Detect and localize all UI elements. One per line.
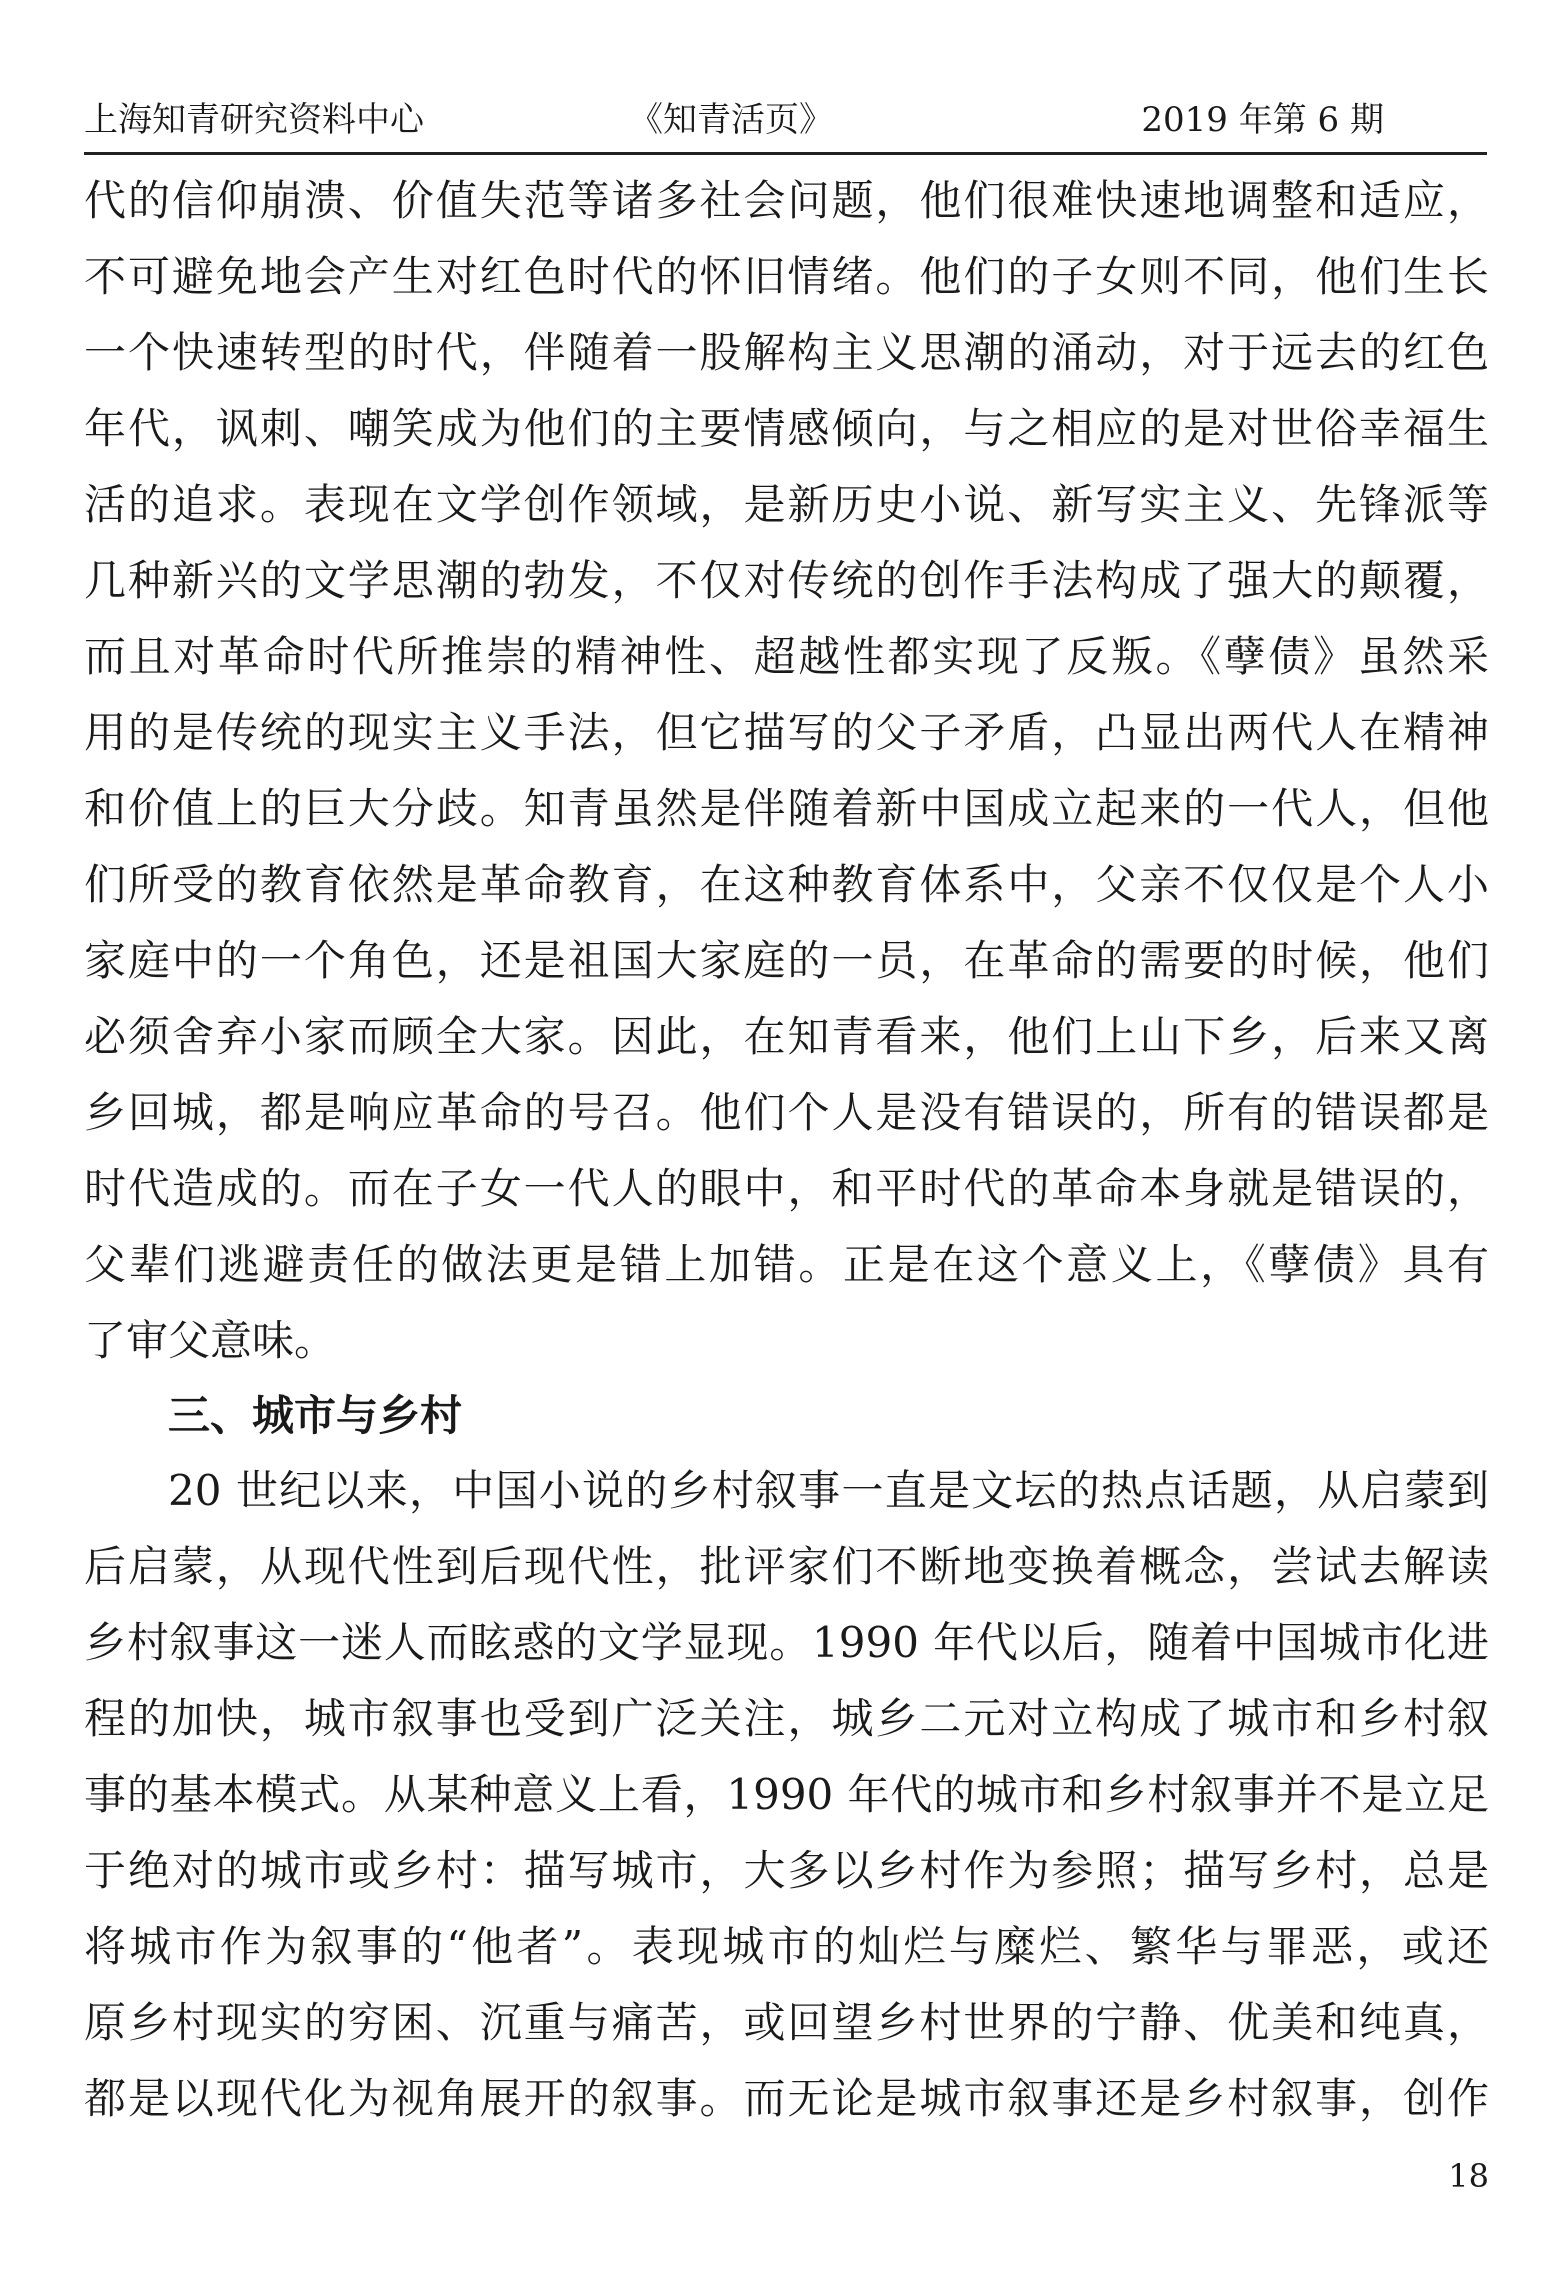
text-line: 一个快速转型的时代，伴随着一股解构主义思潮的涌动，对于远去的红色	[84, 328, 1489, 377]
text-line: 几种新兴的文学思潮的勃发，不仅对传统的创作手法构成了强大的颠覆，	[84, 556, 1489, 605]
text-line: 年代，讽刺、嘲笑成为他们的主要情感倾向，与之相应的是对世俗幸福生	[84, 404, 1489, 453]
text-line: 们所受的教育依然是革命教育，在这种教育体系中，父亲不仅仅是个人小	[84, 860, 1489, 909]
text-line: 和价值上的巨大分歧。知青虽然是伴随着新中国成立起来的一代人，但他	[84, 784, 1489, 833]
text-line: 父辈们逃避责任的做法更是错上加错。正是在这个意义上，《孽债》具有	[84, 1240, 1489, 1289]
header-issue: 2019 年第 6 期	[1141, 100, 1384, 140]
header-journal-title: 《知青活页》	[629, 100, 833, 140]
text-line: 20 世纪以来，中国小说的乡村叙事一直是文坛的热点话题，从启蒙到	[168, 1466, 1489, 1515]
text-line: 后启蒙，从现代性到后现代性，批评家们不断地变换着概念，尝试去解读	[84, 1542, 1489, 1591]
text-line: 了审父意味。	[84, 1316, 337, 1365]
text-line: 乡回城，都是响应革命的号召。他们个人是没有错误的，所有的错误都是	[84, 1088, 1489, 1137]
text-line: 而且对革命时代所推崇的精神性、超越性都实现了反叛。《孽债》虽然采	[84, 632, 1489, 681]
page-number: 18	[1448, 2157, 1489, 2195]
text-line: 事的基本模式。从某种意义上看，1990 年代的城市和乡村叙事并不是立足	[84, 1770, 1489, 1819]
text-line: 时代造成的。而在子女一代人的眼中，和平时代的革命本身就是错误的，	[84, 1164, 1489, 1213]
text-line: 活的追求。表现在文学创作领域，是新历史小说、新写实主义、先锋派等	[84, 480, 1489, 529]
text-line: 程的加快，城市叙事也受到广泛关注，城乡二元对立构成了城市和乡村叙	[84, 1694, 1489, 1743]
text-line: 家庭中的一个角色，还是祖国大家庭的一员，在革命的需要的时候，他们	[84, 936, 1489, 985]
text-line: 必须舍弃小家而顾全大家。因此，在知青看来，他们上山下乡，后来又离	[84, 1012, 1489, 1061]
text-line: 用的是传统的现实主义手法，但它描写的父子矛盾，凸显出两代人在精神	[84, 708, 1489, 757]
text-line: 乡村叙事这一迷人而眩惑的文学显现。1990 年代以后，随着中国城市化进	[84, 1618, 1489, 1667]
running-header	[84, 92, 1489, 148]
text-line: 将城市作为叙事的“他者”。表现城市的灿烂与糜烂、繁华与罪恶，或还	[84, 1922, 1489, 1971]
header-rule	[84, 152, 1487, 155]
section-heading: 三、城市与乡村	[168, 1391, 463, 1440]
text-line: 都是以现代化为视角展开的叙事。而无论是城市叙事还是乡村叙事，创作	[84, 2074, 1489, 2123]
text-line: 原乡村现实的穷困、沉重与痛苦，或回望乡村世界的宁静、优美和纯真，	[84, 1998, 1489, 2047]
text-line: 于绝对的城市或乡村：描写城市，大多以乡村作为参照；描写乡村，总是	[84, 1846, 1489, 1895]
header-organization: 上海知青研究资料中心	[84, 100, 424, 140]
text-line: 不可避免地会产生对红色时代的怀旧情绪。他们的子女则不同，他们生长	[84, 252, 1489, 301]
text-line: 代的信仰崩溃、价值失范等诸多社会问题，他们很难快速地调整和适应，	[84, 176, 1489, 225]
